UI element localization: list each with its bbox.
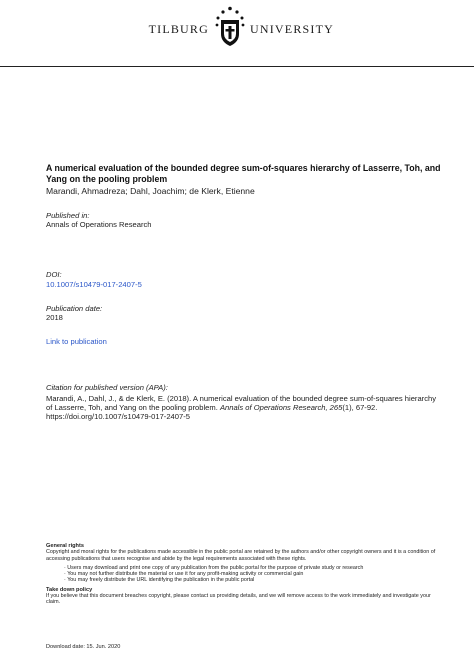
citation-label: Citation for published version (APA):	[46, 383, 168, 392]
takedown-text: If you believe that this document breaches copyright, please contact us providing details, and we will remove access to the work immediately and investigate your claim.	[46, 593, 431, 606]
published-in-label: Published in:	[46, 211, 90, 220]
header	[0, 0, 474, 66]
rights-bullet: · Users may download and print one copy of any publication from the public portal for the purpose of private study or research	[64, 564, 364, 571]
rights-bullet: · You may not further distribute the material or use it for any profit-making activity or commercial gain	[64, 571, 304, 578]
publication-date-value: 2018	[46, 313, 63, 322]
citation-part1: Marandi, A., Dahl, J., & de Klerk, E. (2018). A numerical evaluation of the bounded degree sum-of-squares hierarchy of Lasserre, Toh, and Yang on the pooling problem.	[46, 394, 437, 413]
citation-text	[46, 394, 441, 422]
rights-section	[46, 543, 446, 606]
publication-date-label: Publication date:	[46, 304, 103, 313]
takedown-heading: Take down policy	[46, 586, 93, 593]
brand-left-text: TILBURG	[148, 22, 209, 36]
doi-label: DOI:	[46, 270, 62, 279]
citation-url[interactable]: https://doi.org/10.1007/s10479-017-2407-5	[46, 412, 190, 422]
header-divider	[0, 66, 474, 67]
rights-bullets	[64, 565, 446, 584]
download-date: Download date: 15. Jun. 2020	[46, 644, 121, 650]
university-crest-icon	[214, 6, 246, 48]
general-rights-heading: General rights	[46, 543, 84, 549]
doi-link[interactable]: 10.1007/s10479-017-2407-5	[46, 280, 142, 289]
citation-journal: Annals of Operations Research, 265	[219, 403, 343, 413]
publication-title: A numerical evaluation of the bounded degree sum-of-squares hierarchy of Lasserre, Toh, and Yang on the pooling problem	[46, 163, 441, 184]
publication-authors: Marandi, Ahmadreza; Dahl, Joachim; de Klerk, Etienne	[46, 186, 255, 196]
brand-right-text: UNIVERSITY	[250, 22, 334, 36]
published-in-value: Annals of Operations Research	[46, 220, 152, 229]
general-rights-text: Copyright and moral rights for the publications made accessible in the public portal are retained by the authors and/or other copyright owners and it is a condition of accessing publications that users recognise and abide by the legal requirements associated with these rights.	[46, 549, 436, 562]
rights-bullet: · You may freely distribute the URL identifying the publication in the public portal	[64, 577, 255, 584]
citation-part2: (1), 67-92.	[342, 403, 378, 413]
link-to-publication[interactable]: Link to publication	[46, 337, 107, 346]
